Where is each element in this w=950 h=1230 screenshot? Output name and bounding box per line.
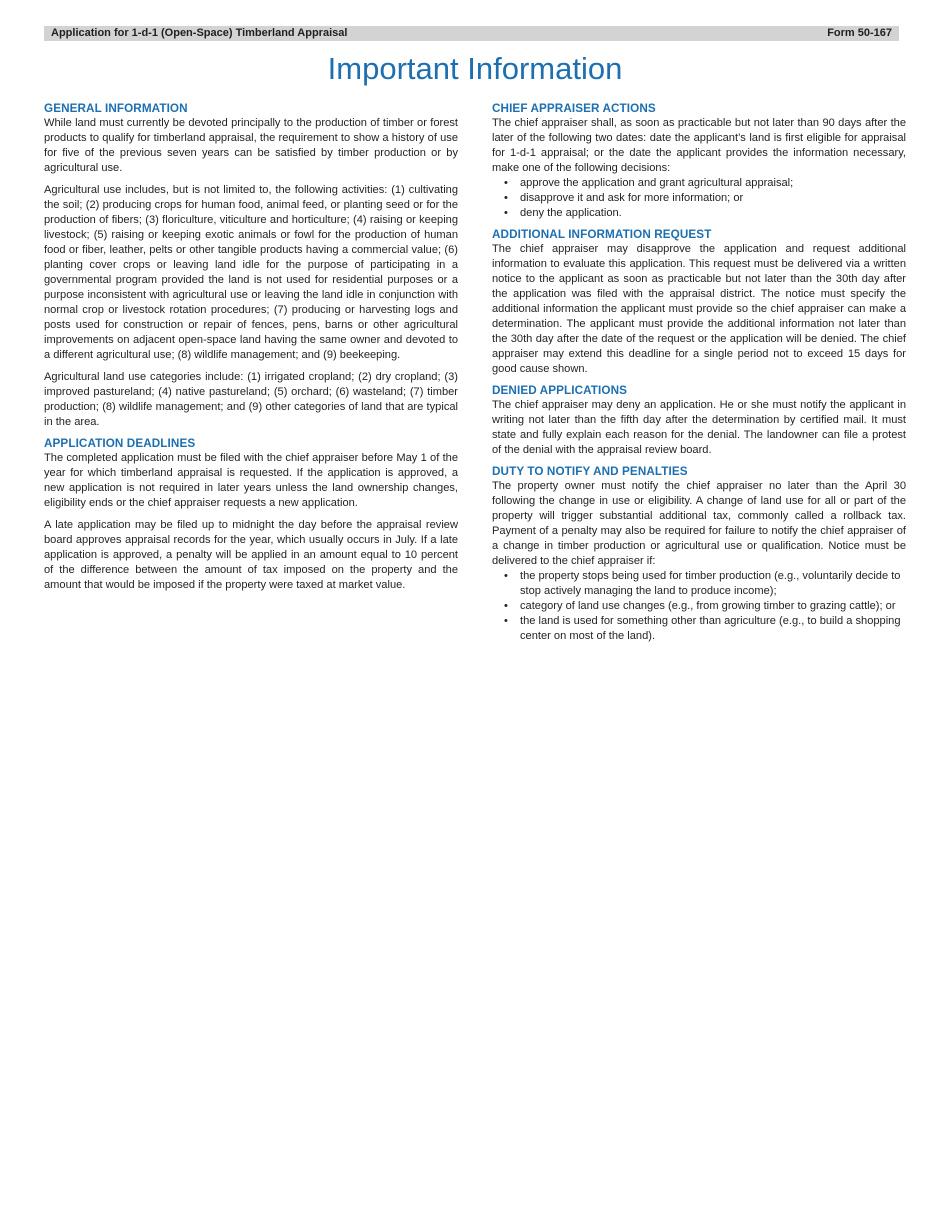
left-column (44, 102, 458, 600)
duty-to-notify-section (492, 465, 906, 644)
notify-conditions-list (492, 569, 906, 644)
additional-information-paragraph: The chief appraiser may disapprove the application and request additional information to evaluate this application. This request must be delivered via a written notice to the applicant as soon as practicable but not later than the 30th day after the application was filed with the appraisal district. The notice must specify the additional information the applicant must provide so the chief appraiser can make a determination. The applicant must provide the additional information not later than the 30th day after the date of the request or the application will be denied. The chief appraiser may extend this deadline for a single period not to exceed 15 days for good cause shown. (492, 243, 906, 375)
list-item: • category of land use changes (e.g., from growing timber to grazing cattle); or (492, 599, 906, 614)
chief-appraiser-actions-section (492, 102, 906, 221)
page-title: Important Information (327, 51, 623, 86)
agricultural-use-paragraph: Agricultural use includes, but is not limited to, the following activities: (1) cultivating the soil; (2) producing crops for human food, animal feed, or planting seed or for the production of fibers; (3) floriculture, viticulture and horticulture; (4) raising or keeping livestock; (5) raising or keeping exotic animals or fowl for the production of human food or fiber, leather, pelts or other tangible products having a commercial value; (6) planting cover crops or leaving land idle for the purpose of participating in a governmental program provided the land is not used for residential purposes or a purpose inconsistent with agricultural use or leaving the land idle in conjunction with normal crop or livestock rotation procedures; (7) producing or harvesting logs and posts used for construction or repair of fences, pens, barns or other agricultural improvements on adjacent open-space land having the same owner and devoted to a different agricultural use; (8) wildlife management; and (9) beekeeping. (44, 184, 458, 361)
chief-appraiser-actions-paragraph: The chief appraiser shall, as soon as practicable but not later than 90 days after the later of the following two dates: date the applicant’s land is first eligible for appraisal for 1-d-1 appraisal; or the date the applicant provides the information necessary, make one of the following decisions: (492, 117, 906, 174)
land-use-categories-paragraph: Agricultural land use categories include: (1) irrigated cropland; (2) dry cropland; (3) improved pastureland; (4) native pastureland; (5) orchard; (6) wasteland; (7) timber production; (8) wildlife management; and (9) other categories of land that are typical in the area. (44, 371, 458, 428)
additional-information-section (492, 228, 906, 377)
chief-appraiser-actions-heading: CHIEF APPRAISER ACTIONS (492, 102, 656, 115)
denied-applications-paragraph: The chief appraiser may deny an application. He or she must notify the applicant in writing not later than the fifth day after the determination by certified mail. It must state and fully explain each reason for the denial. The landowner can file a protest of the denial with the appraisal review board. (492, 399, 906, 456)
list-item: • deny the application. (492, 206, 906, 221)
list-item: • the property stops being used for timber production (e.g., voluntarily decide to stop actively managing the land to produce income); (492, 569, 906, 599)
list-item: • disapprove it and ask for more information; or (492, 191, 906, 206)
decision-list (492, 176, 906, 221)
denied-applications-section (492, 384, 906, 458)
application-deadlines-section (44, 437, 458, 593)
form-number: Form 50-167 (827, 27, 892, 39)
additional-information-heading: ADDITIONAL INFORMATION REQUEST (492, 228, 712, 241)
late-application-paragraph: A late application may be filed up to midnight the day before the appraisal review board approves appraisal records for the year, which usually occurs in July. If a late application is approved, a penalty will be applied in an amount equal to 10 percent of the difference between the amount of tax imposed on the property and the amount that would be imposed if the property were taxed at market value. (44, 519, 458, 591)
form-title: Application for 1-d-1 (Open-Space) Timberland Appraisal (51, 27, 348, 39)
denied-applications-heading: DENIED APPLICATIONS (492, 384, 628, 397)
general-information-section (44, 102, 458, 430)
filing-deadline-paragraph: The completed application must be filed with the chief appraiser before May 1 of the year for which timberland appraisal is requested. If the application is approved, a new application is not required in later years unless the land ownership changes, eligibility ends or the chief appraiser requests a new application. (44, 452, 458, 509)
list-item: • the land is used for something other than agriculture (e.g., to build a shopping center on most of the land). (492, 614, 906, 644)
list-item: • approve the application and grant agricultural appraisal; (492, 176, 906, 191)
general-information-paragraph: While land must currently be devoted principally to the production of timber or forest products to qualify for timberland appraisal, the requirement to show a history of use for five of the previous seven years can be satisfied by timber production or by agricultural use. (44, 117, 458, 174)
form-header-bar (44, 26, 899, 41)
application-deadlines-heading: APPLICATION DEADLINES (44, 437, 196, 450)
right-column (492, 102, 906, 651)
duty-to-notify-heading: DUTY TO NOTIFY AND PENALTIES (492, 465, 688, 478)
general-information-heading: GENERAL INFORMATION (44, 102, 188, 115)
duty-to-notify-paragraph: The property owner must notify the chief appraiser no later than the April 30 following the change in use or eligibility. A change of land use for all or part of the property will trigger substantial additional tax, commonly called a rollback tax. Payment of a penalty may also be required for failure to notify the chief appraiser of a change in timber production or agricultural use or qualification. Notice must be delivered to the chief appraiser if: (492, 480, 906, 567)
